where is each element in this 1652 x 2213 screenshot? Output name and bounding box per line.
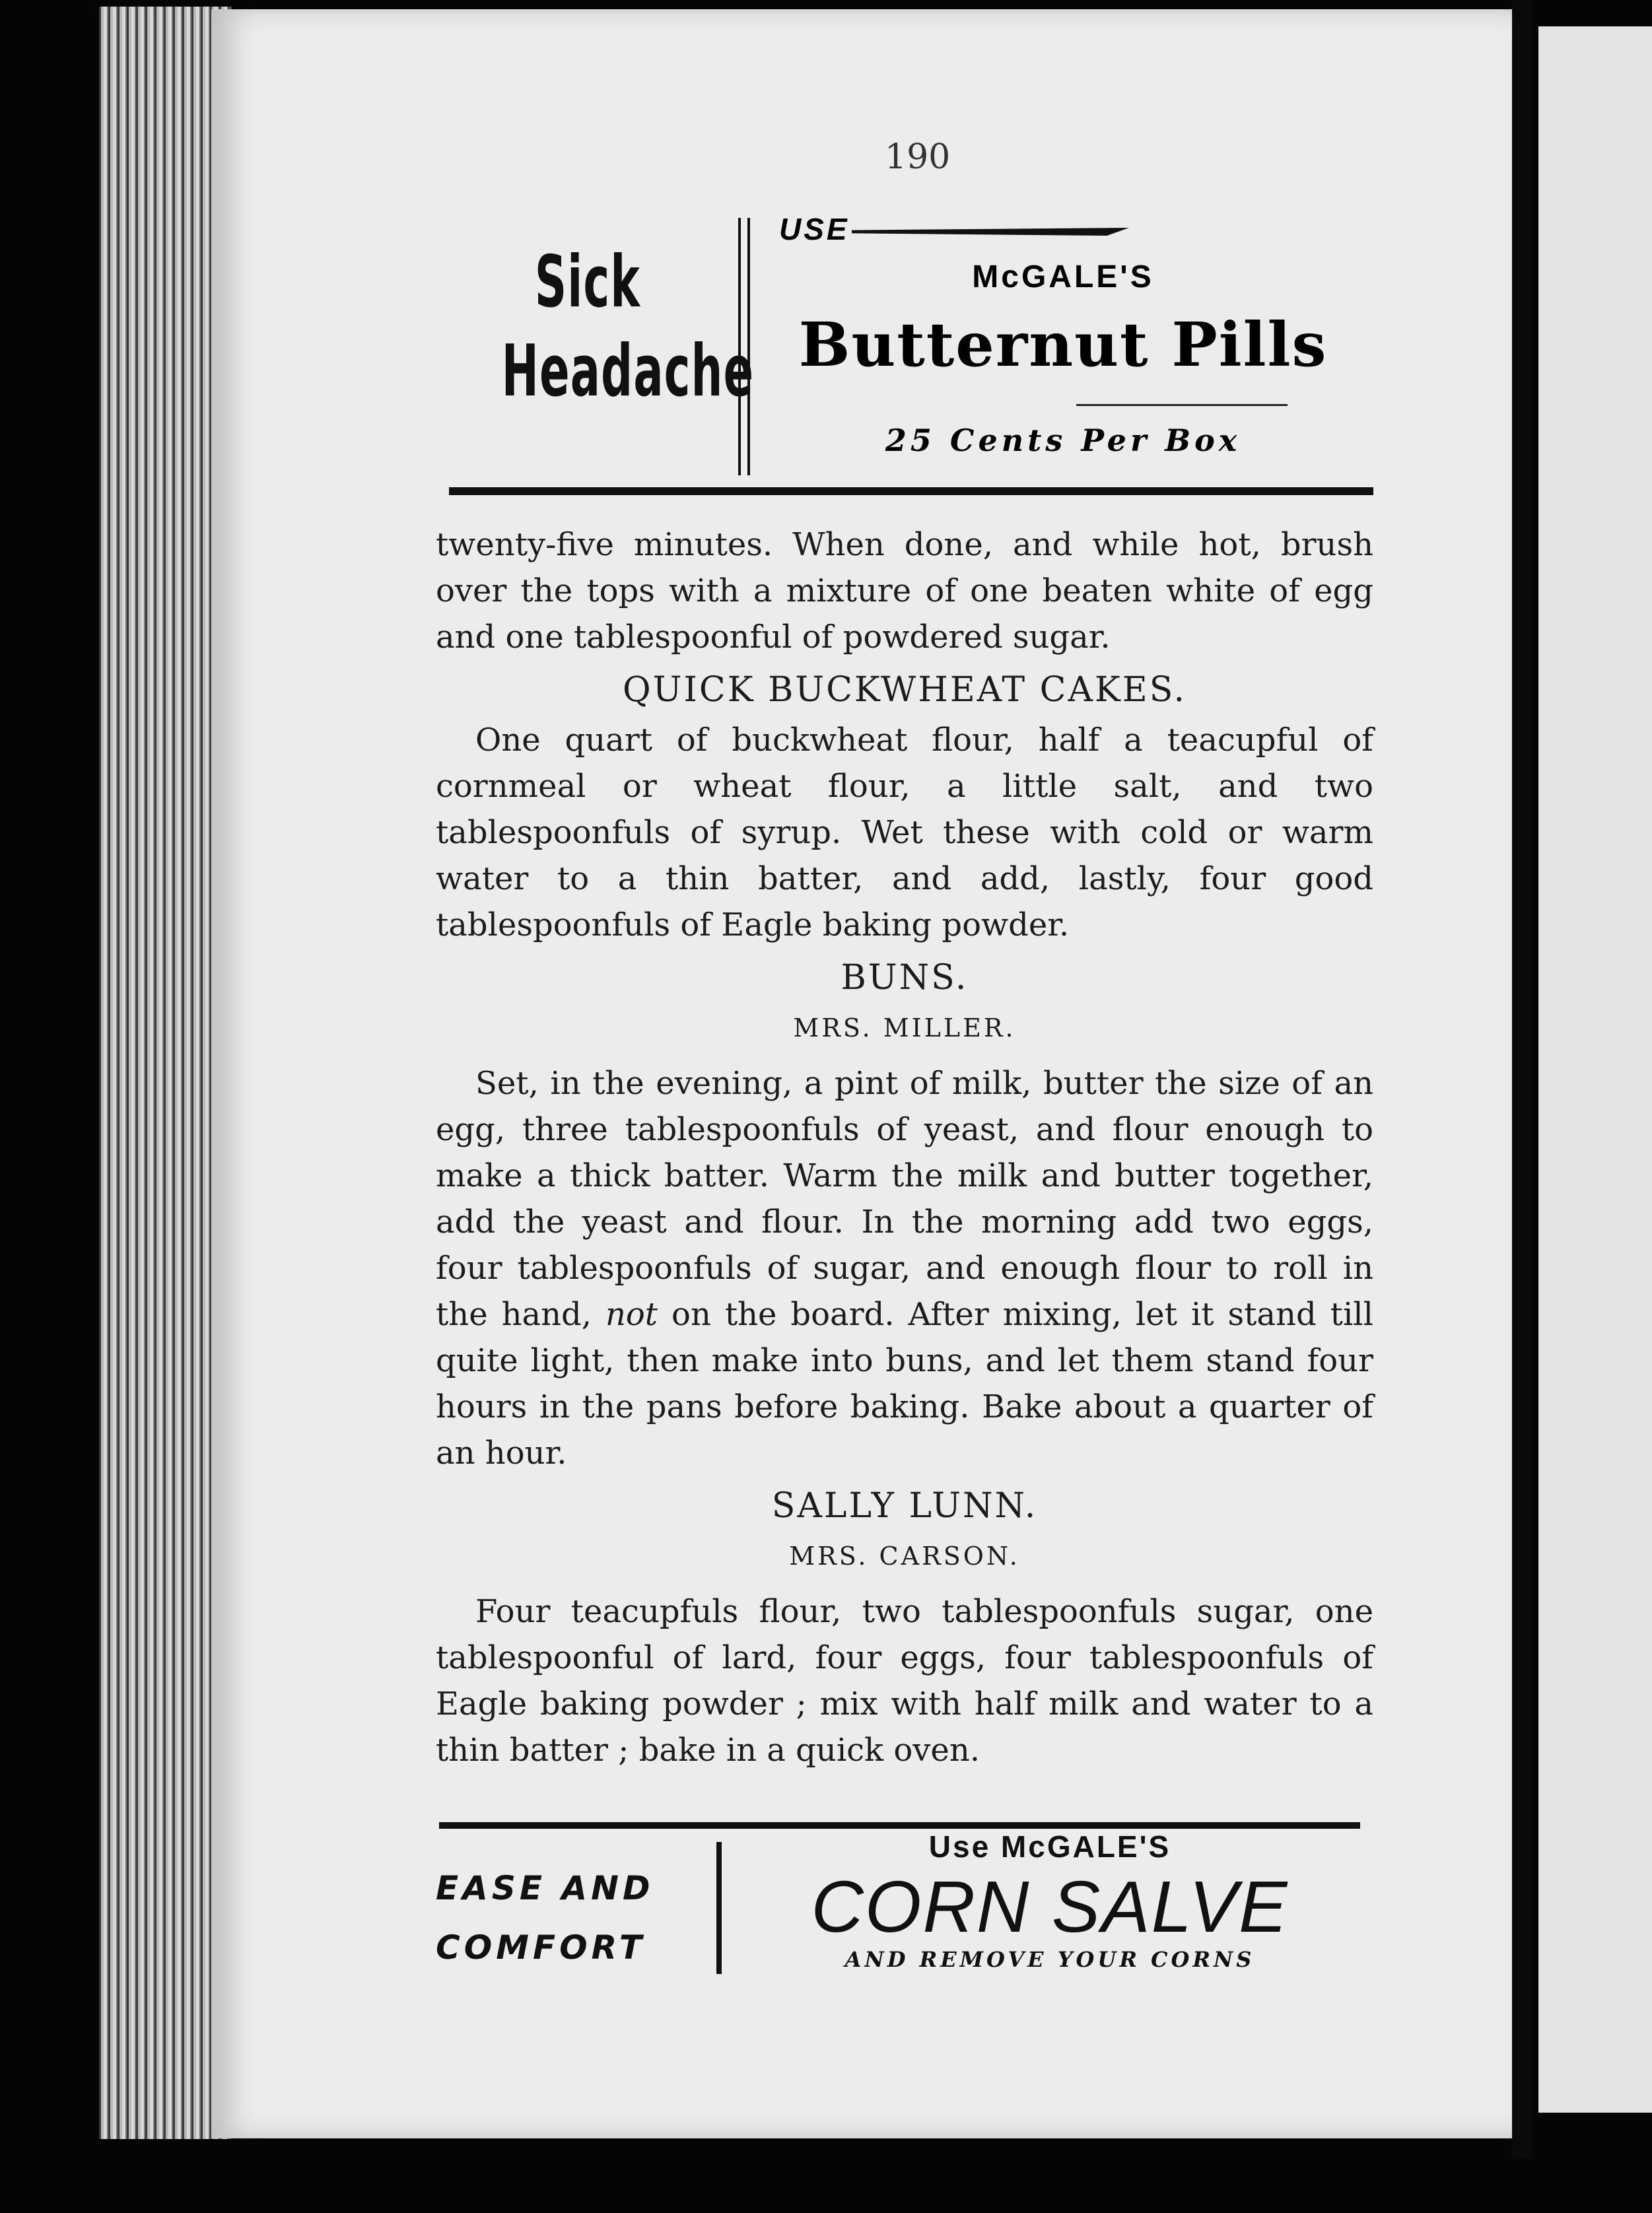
ad-bottom-divider xyxy=(716,1842,722,1974)
recipe-author: MRS. MILLER. xyxy=(793,1013,1016,1042)
ad-top-use-rule xyxy=(852,228,1129,236)
ad-bottom-top-rule xyxy=(439,1822,1360,1829)
ad-bottom-headline-line2: COMFORT xyxy=(436,1928,646,1967)
recipe-title: BUNS. xyxy=(841,958,969,998)
ad-top-headline-line1: Sick xyxy=(534,241,641,323)
recipe-text-part: Set, in the evening, a pint of milk, butter the size of an egg, three tablespoonfuls of yeast, and flour enough to make a thick batter. Warm the milk and butter together, add the yeast and flour. In the morning add two eggs, four tablespoonfuls of sugar, and enough flour to roll in the hand, xyxy=(436,1065,1373,1333)
ad-top-headline-line2: Headache xyxy=(501,330,755,413)
ad-bottom-tagline: AND REMOVE YOUR CORNS xyxy=(844,1947,1255,1972)
continuation-paragraph: twenty-five minutes. When done, and while hot, brush over the tops with a mixture of one beaten white of egg and one tablespoonful of powdered sugar. xyxy=(436,526,1373,656)
ad-top-divider xyxy=(738,218,750,475)
recipe-title: QUICK BUCKWHEAT CAKES. xyxy=(622,670,1187,710)
recipe-text-emphasis: not xyxy=(605,1296,658,1333)
ad-top-bottom-rule xyxy=(449,487,1373,495)
recipe-text xyxy=(436,1060,1373,1476)
recipe-author: MRS. CARSON. xyxy=(789,1542,1020,1571)
page-number: 190 xyxy=(885,137,951,177)
recipe-text: One quart of buckwheat flour, half a teacupful of cornmeal or wheat flour, a little salt, and two tablespoonfuls of syrup. Wet these with cold or warm water to a thin batter, and add, lastly, four good tablespoonfuls of Eagle baking powder. xyxy=(436,722,1373,943)
ad-top-price: 25 Cents Per Box xyxy=(885,423,1241,458)
ad-bottom-product: CORN SALVE xyxy=(811,1866,1289,1948)
book-gutter xyxy=(1512,0,1532,2159)
page-body xyxy=(436,522,1373,1773)
ad-top-headline xyxy=(449,238,755,456)
ad-top-product: Butternut Pills xyxy=(798,309,1328,380)
ad-bottom-use: Use McGALE'S xyxy=(928,1829,1171,1864)
recipe-text-part: on the board. After mixing, let it stand till quite light, then make into buns, and let them stand four hours in the pans before baking. Bake about a quarter of an hour. xyxy=(436,1296,1373,1472)
ad-top-brand: McGALE'S xyxy=(972,259,1154,294)
recipe-title: SALLY LUNN. xyxy=(771,1486,1038,1526)
ad-top-use: USE xyxy=(779,212,850,246)
ad-bottom-product-block xyxy=(733,1829,1367,1972)
ad-bottom-headline-line1: EASE AND xyxy=(436,1869,654,1907)
ad-bottom-headline xyxy=(436,1858,713,1977)
ad-top-thin-rule xyxy=(1076,404,1288,406)
ad-top-product-block xyxy=(766,211,1360,469)
recipe-text: Four teacupfuls flour, two tablespoonfuls sugar, one tablespoonful of lard, four eggs, four tablespoonfuls of Eagle baking powder ; mix with half milk and water to a thin batter ; bake in a quick oven. xyxy=(436,1593,1373,1769)
next-page xyxy=(1538,26,1652,2113)
